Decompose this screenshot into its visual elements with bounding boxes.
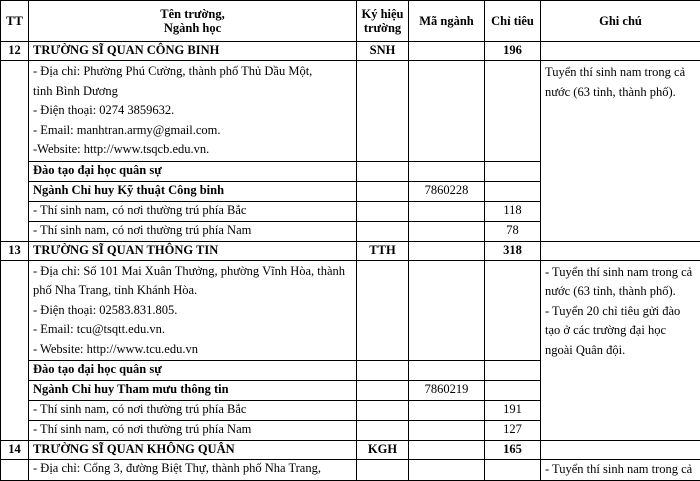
cell-empty [409,361,485,381]
school-note: - Tuyển thí sinh nam trong cả [541,460,700,481]
cell-empty [357,221,409,241]
school-note-empty [541,241,700,260]
header-code-line2: trường [361,21,404,35]
school-quota: 196 [485,42,541,61]
school-address-row [1,61,700,162]
address-line: - Địa chỉ: Số 101 Mai Xuân Thưởng, phường Vĩnh Hòa, thành [33,262,352,282]
header-major-code: Mã ngành [409,1,485,42]
cell-empty [357,61,409,162]
address-line: - Điện thoại: 0274 3859632. [33,101,352,121]
cell-empty [409,201,485,221]
school-note: Tuyển thí sinh nam trong cả nước (63 tỉnh, thành phố). [541,61,700,242]
cell-empty [485,260,541,361]
tt-empty [1,260,29,441]
school-address-row [1,260,700,361]
cell-empty [485,181,541,201]
address-line: phố Nha Trang, tỉnh Khánh Hòa. [33,281,352,301]
cell-empty [485,161,541,181]
quota-label: - Thí sinh nam, có nơi thường trú phía Nam [29,221,357,241]
header-note: Ghi chú [541,1,700,42]
address-line: - Điện thoại: 02583.831.805. [33,301,352,321]
quota-label: - Thí sinh nam, có nơi thường trú phía Bắc [29,401,357,421]
cell-empty [357,260,409,361]
quota-value: 118 [485,201,541,221]
major-name: Ngành Chỉ huy Kỹ thuật Công binh [29,181,357,201]
header-school-name [29,1,357,42]
address-line: - Email: manhtran.army@gmail.com. [33,121,352,141]
school-number: 12 [1,42,29,61]
school-address [29,260,357,361]
training-type: Đào tạo đại học quân sự [29,361,357,381]
cell-empty [409,421,485,441]
header-tt: TT [1,1,29,42]
cell-empty [357,421,409,441]
cell-empty [409,61,485,162]
major-name: Ngành Chỉ huy Tham mưu thông tin [29,381,357,401]
note-line: - Tuyển 20 chỉ tiêu gửi đào tạo ở các trường đại học ngoài Quân đội. [545,302,696,361]
major-code: 7860228 [409,181,485,201]
cell-empty [485,460,541,481]
cell-empty [409,460,485,481]
school-quota: 165 [485,441,541,460]
cell-empty [409,260,485,361]
tt-empty [1,61,29,242]
school-address [29,61,357,162]
cell-empty [357,161,409,181]
school-code: TTH [357,241,409,260]
cell-empty [357,381,409,401]
school-name: TRƯỜNG SĨ QUAN KHÔNG QUÂN [29,441,357,460]
cell-empty [485,381,541,401]
header-name-line1: Tên trường, [33,7,352,21]
address-line: - Địa chỉ: Cổng 3, đường Biệt Thự, thành phố Nha Trang, [33,461,352,476]
tt-empty [1,460,29,481]
school-code: KGH [357,441,409,460]
cell-empty [485,361,541,381]
school-name: TRƯỜNG SĨ QUAN CÔNG BINH [29,42,357,61]
school-address [29,460,357,481]
cell-empty [409,401,485,421]
school-note-empty [541,42,700,61]
school-note [541,260,700,441]
cell-empty [409,221,485,241]
cell-empty [357,361,409,381]
school-code: SNH [357,42,409,61]
school-row [1,441,700,460]
major-code: 7860219 [409,381,485,401]
address-line: tỉnh Bình Dương [33,82,352,102]
cell-empty [409,161,485,181]
note-line: - Tuyển thí sinh nam trong cả nước (63 tỉnh, thành phố). [545,263,696,302]
school-number: 13 [1,241,29,260]
school-row [1,241,700,260]
school-major-code-empty [409,241,485,260]
cell-empty [357,460,409,481]
quota-value: 191 [485,401,541,421]
cell-empty [357,201,409,221]
school-major-code-empty [409,42,485,61]
cell-empty [357,181,409,201]
quota-value: 78 [485,221,541,241]
address-line: -Website: http://www.tsqcb.edu.vn. [33,140,352,160]
header-row [1,1,700,42]
school-quota: 318 [485,241,541,260]
quota-value: 127 [485,421,541,441]
school-row [1,42,700,61]
training-type: Đào tạo đại học quân sự [29,161,357,181]
cell-empty [485,61,541,162]
quota-label: - Thí sinh nam, có nơi thường trú phía Nam [29,421,357,441]
school-note-empty [541,441,700,460]
school-number: 14 [1,441,29,460]
header-quota: Chỉ tiêu [485,1,541,42]
school-address-row [1,460,700,481]
school-name: TRƯỜNG SĨ QUAN THÔNG TIN [29,241,357,260]
header-code-line1: Ký hiệu [361,7,404,21]
header-school-code [357,1,409,42]
address-line: - Email: tcu@tsqtt.edu.vn. [33,320,352,340]
header-name-line2: Ngành học [33,21,352,35]
address-line: - Địa chỉ: Phường Phú Cường, thành phố Thủ Dầu Một, [33,62,352,82]
cell-empty [357,401,409,421]
school-major-code-empty [409,441,485,460]
address-line: - Website: http://www.tcu.edu.vn [33,340,352,360]
quota-label: - Thí sinh nam, có nơi thường trú phía Bắc [29,201,357,221]
